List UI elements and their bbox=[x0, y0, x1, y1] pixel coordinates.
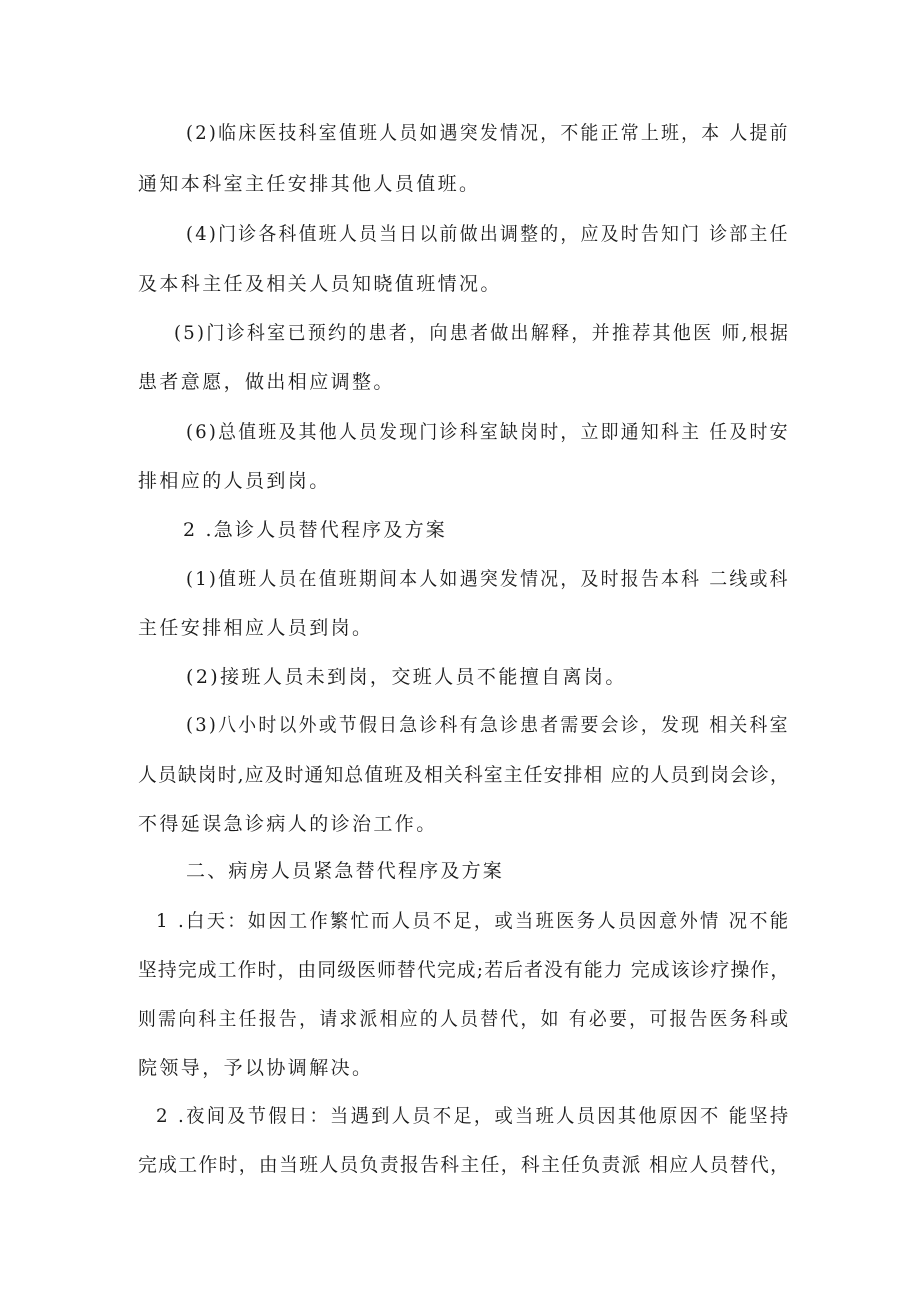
text-line: (1)值班人员在值班期间本人如遇突发情况，及时报告本科 二线或科 bbox=[186, 568, 790, 590]
text-line: 院领导，予以协调解决。 bbox=[138, 1057, 374, 1079]
section-heading: 2 .急诊人员替代程序及方案 bbox=[183, 519, 447, 541]
text-line: (2)临床医技科室值班人员如遇突发情况，不能正常上班，本 人提前 bbox=[186, 122, 790, 144]
text-line: 及本科主任及相关人员知晓值班情况。 bbox=[138, 273, 502, 295]
text-line: (2)接班人员未到岗，交班人员不能擅自离岗。 bbox=[186, 666, 627, 688]
section-heading: 二、病房人员紧急替代程序及方案 bbox=[186, 860, 505, 882]
text-line: (5)门诊科室已预约的患者，向患者做出解释，并推荐其他医 师,根据 bbox=[174, 322, 791, 344]
text-line: 坚持完成工作时，由同级医师替代完成;若后者没有能力 完成该诊疗操作， bbox=[138, 959, 791, 981]
text-line: (4)门诊各科值班人员当日以前做出调整的，应及时告知门 诊部主任 bbox=[186, 223, 790, 245]
text-line: 主任安排相应人员到岗。 bbox=[138, 617, 374, 639]
text-line: 患者意愿，做出相应调整。 bbox=[138, 371, 395, 393]
text-line: 完成工作时，由当班人员负责报告科主任，科主任负责派 相应人员替代， bbox=[138, 1154, 791, 1176]
text-line: 排相应的人员到岗。 bbox=[138, 470, 331, 492]
text-line: 2 .夜间及节假日：当遇到人员不足，或当班人员因其他原因不 能坚持 bbox=[156, 1105, 791, 1127]
text-line: (3)八小时以外或节假日急诊科有急诊患者需要会诊，发现 相关科室 bbox=[186, 714, 790, 736]
text-line: 不得延误急诊病人的诊治工作。 bbox=[138, 813, 438, 835]
text-line: 人员缺岗时,应及时通知总值班及相关科室主任安排相 应的人员到岗会诊， bbox=[138, 764, 790, 786]
text-line: 则需向科主任报告，请求派相应的人员替代，如 有必要，可报告医务科或 bbox=[138, 1008, 791, 1030]
text-line: 1 .白天：如因工作繁忙而人员不足，或当班医务人员因意外情 况不能 bbox=[156, 910, 791, 932]
text-line: 通知本科室主任安排其他人员值班。 bbox=[138, 173, 481, 195]
text-line: (6)总值班及其他人员发现门诊科室缺岗时，立即通知科主 任及时安 bbox=[186, 421, 790, 443]
